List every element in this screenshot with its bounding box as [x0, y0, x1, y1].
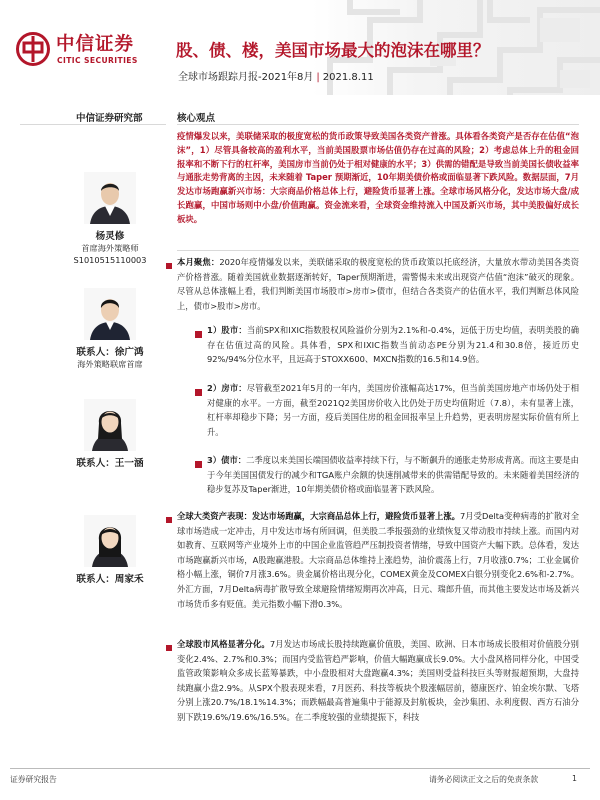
bond-market-label: 3）债市：: [207, 455, 247, 465]
brand-name-en: CITIC SECURITIES: [57, 56, 138, 65]
report-date: 2021.8.11: [322, 72, 374, 83]
contact-photo: [84, 288, 136, 340]
asset-performance-paragraph: [177, 509, 579, 611]
contact-card: [52, 515, 168, 585]
style-divergence-text: 7月发达市场成长股持续跑赢价值股，美国、欧洲、日本市场成长股相对价值股分别变化2.4%、2.7%和0.3%；而国内受监管趋严影响，价值大幅跑赢成长9.0%。大小盘风格同样分化，中国受监管政策影响众多成长蓝筹暴跌，中小盘股相对大盘跑赢4.3%；美国则受益科技巨头等财报超预期，大盘持续跑赢小盘2.9%。从SPX个股表现来看，7月医药、科技等板块个股涨幅居前，德康医疗、铂金埃尔默、飞塔分别上涨20.7%/18.1%14.3%；而跌幅最高普遍集中于能源及封航板块，金沙集团、永利度假、西方石油分别下跌19.6%/19.6%/16.5%。在二季度较强的业绩提振下，科技: [177, 639, 579, 722]
analyst-card: [52, 172, 168, 266]
contact-name: 联系人：周家禾: [76, 574, 144, 585]
footer-divider: [10, 768, 590, 769]
contact-photo: [84, 399, 136, 451]
contact-card: [52, 288, 168, 370]
report-title: 股、债、楼，美国市场最大的泡沫在哪里？: [176, 41, 490, 60]
monthly-focus-label: 本月聚焦：: [177, 257, 220, 267]
item-bullet: [195, 461, 202, 468]
contact-name: 联系人：徐广鸿: [76, 347, 144, 358]
monthly-focus-paragraph: [177, 255, 579, 313]
stock-market-text: 当前SPX和IXIC指数股权风险溢价分别为2.1%和-0.4%，远低于历史均值，表明美股的确存在估值过高的风险。具体看，SPX和IXIC指数当前动态PE分别为21.4和30.8倍，接近历史92%/94%分位水平，且远高于STOXX600、MXCN指数的16.5和14.9倍。: [207, 325, 579, 365]
analyst-cert-id: S1010515110003: [73, 255, 147, 265]
housing-market-item: [207, 381, 579, 439]
asset-performance-text: 7月受Delta变种病毒的扩散对全球市场造成一定冲击，月中发达市场有所回调，但美股二季报强劲的业绩恢复又带动股市持续上涨。而国内对如教育、互联网等产业境外上市的中国企业监管趋严压制投资者情绪，导致中国资产大幅下跌。总体看，发达市场跑赢新兴市场，A股跑赢港股。大宗商品总体维持上涨趋势，油价震荡上行，7月收涨0.7%；工业金属价格小幅上涨，铜价7月涨3.6%。贵金属价格出现分化，COMEX黄金及COMEX白银分别变化2.6%和-2.7%。外汇方面，7月Delta病毒扩散导致全球避险情绪短期再次冲高，日元、瑞郎升值，而其他主要发达市场及新兴市场货币多有贬值。美元指数小幅下滑0.3%。: [177, 511, 579, 609]
summary-divider: [177, 250, 579, 251]
report-series: 全球市场跟踪月报-2021年8月: [178, 72, 314, 83]
analyst-name: 杨灵修: [95, 231, 125, 242]
page-number: 1: [572, 774, 577, 783]
contact-title: 海外策略联席首席: [77, 359, 143, 369]
style-divergence-paragraph: [177, 637, 579, 763]
right-divider: [177, 124, 579, 125]
contact-card: [52, 399, 168, 469]
item-bullet: [195, 389, 202, 396]
paragraph-bullet: [166, 263, 172, 269]
analyst-title: 首席海外策略师: [81, 243, 139, 253]
left-divider: [20, 124, 166, 125]
core-views-summary: 疫情爆发以来，美联储采取的极度宽松的货币政策导致美国各类资产普涨。具体看各类资产是否存在估值“泡沫”，1）尽管具备较高的盈利水平，当前美国股票市场估值仍存在过高的风险；2）考虑总体上升的租金回报率和不断下行的杠杆率，美国房市当前仍处于相对健康的水平；3）供需的错配是导致当前美国长债收益率与通胀走势背离的主因，未来随着 Taper 预期渐近，10年期美债价格或面临显著下跌风险。数据层面，7月发达市场跑赢新兴市场：大宗商品价格总体上行，避险货币显著上涨。全球市场风格分化，发达市场大盘/成长跑赢，中国市场则中小盘/价值跑赢。资金流来看，全球资金维持流入中国及新兴市场，其中美股偏好成长板块。: [177, 131, 579, 224]
housing-market-label: 2）房市：: [207, 383, 247, 393]
housing-market-text: 尽管截至2021年5月的一年内，美国房价涨幅高达17%，但当前美国房地产市场仍处于相对健康的水平。一方面，截至2021Q2美国房价收入比仍处于历史均值附近（7.8），未有显著上涨，杠杆率却稳步下降；另一方面，疫后美国住房的租金回报率呈上升趋势，更表明房屋实际价值有所上升。: [207, 383, 580, 437]
contact-name: 联系人：王一涵: [76, 458, 144, 469]
report-subtitle: [178, 68, 374, 83]
paragraph-bullet: [166, 517, 172, 523]
contact-photo: [84, 515, 136, 567]
stock-market-label: 1）股市：: [207, 325, 247, 335]
subtitle-separator: |: [316, 72, 320, 83]
citic-logo-icon: [16, 32, 50, 66]
paragraph-bullet: [166, 645, 172, 651]
research-dept-label: 中信证券研究部: [76, 113, 143, 124]
analyst-photo: [84, 172, 136, 224]
brand-name-cn: 中信证券: [56, 34, 135, 55]
report-header: [0, 0, 600, 95]
asset-performance-label: 全球大类资产表现：发达市场跑赢，大宗商品总体上行，避险货币显著上涨。: [177, 511, 460, 521]
core-views-heading: 核心观点: [177, 113, 216, 124]
bond-market-item: [207, 453, 579, 497]
bond-market-text: 二季度以来美国长端国债收益率持续下行，与不断飙升的通胀走势形成背离。而这主要是由于今年美国国债发行的减少和TGA账户余额的快速削减带来的供需错配导致的。未来随着美国经济的稳步复苏及Taper渐进，10年期美债价格或面临显著下跌风险。: [207, 455, 579, 495]
footer-disclaimer: 请务必阅读正文之后的免责条款: [429, 775, 539, 784]
footer-report-type: 证券研究报告: [10, 775, 57, 784]
stock-market-item: [207, 323, 579, 367]
item-bullet: [195, 331, 202, 338]
monthly-focus-text: 2020年疫情爆发以来，美联储采取的极度宽松的货币政策以托底经济，大量放水带动美国各类资产价格普涨。随着美国就业数据逐渐转好，Taper预期渐进，需警惕未来或出现资产估值“泡沫”破灭的现象。尽管从总体涨幅上看，我们判断美国市场股市>房市>债市，但结合各类资产的估值水平，我们判断总体风险上，债市>股市>房市。: [177, 257, 579, 311]
style-divergence-label: 全球股市风格显著分化。: [177, 639, 270, 649]
